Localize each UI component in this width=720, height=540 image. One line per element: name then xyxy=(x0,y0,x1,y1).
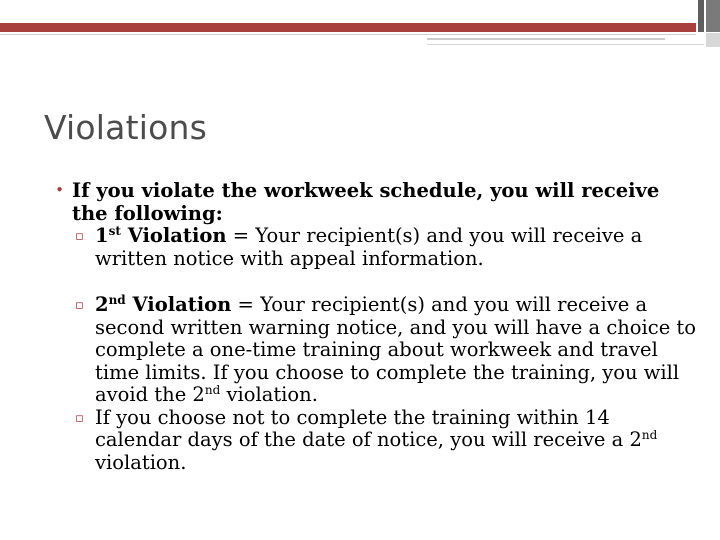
main-bullet xyxy=(28,180,700,225)
header-corner-block xyxy=(698,0,704,32)
sub-bullet-second-violation xyxy=(28,294,700,407)
sub-bullet-text: 2nd Violation = Your recipient(s) and you will receive a second written warning notice, and you will have a choice to complete a one-time training about workweek and travel time limits. If you choose to complete the training, you will avoid the 2nd violation. xyxy=(95,293,697,406)
sub-bullet-text: If you choose not to complete the training within 14 calendar days of the date of notice, you will receive a 2nd violation. xyxy=(95,405,658,474)
header-corner-block xyxy=(706,33,720,47)
bullet-square-icon: ▫ xyxy=(75,229,84,244)
slide-title: Violations xyxy=(44,108,208,147)
bullet-square-icon: ▫ xyxy=(75,410,84,426)
violation-label: 2nd Violation xyxy=(95,293,232,316)
bullet-dot-icon: • xyxy=(55,181,64,199)
sub-bullet-text: 1st Violation = Your recipient(s) and you will receive a written notice with appeal information. xyxy=(95,224,643,270)
header-accent-bar xyxy=(0,23,696,32)
main-bullet-text: If you violate the workweek schedule, you will receive the following: xyxy=(72,179,660,225)
bullet-square-icon: ▫ xyxy=(75,298,84,313)
sub-bullet-training-deadline xyxy=(28,407,700,475)
header-corner-block xyxy=(706,0,720,32)
violation-label: 1st Violation xyxy=(95,224,227,247)
header-divider-line xyxy=(0,34,696,35)
slide-body xyxy=(28,180,700,474)
sub-bullet-first-violation xyxy=(28,225,700,270)
header-divider-line xyxy=(427,38,665,40)
header-divider-line xyxy=(427,44,704,45)
